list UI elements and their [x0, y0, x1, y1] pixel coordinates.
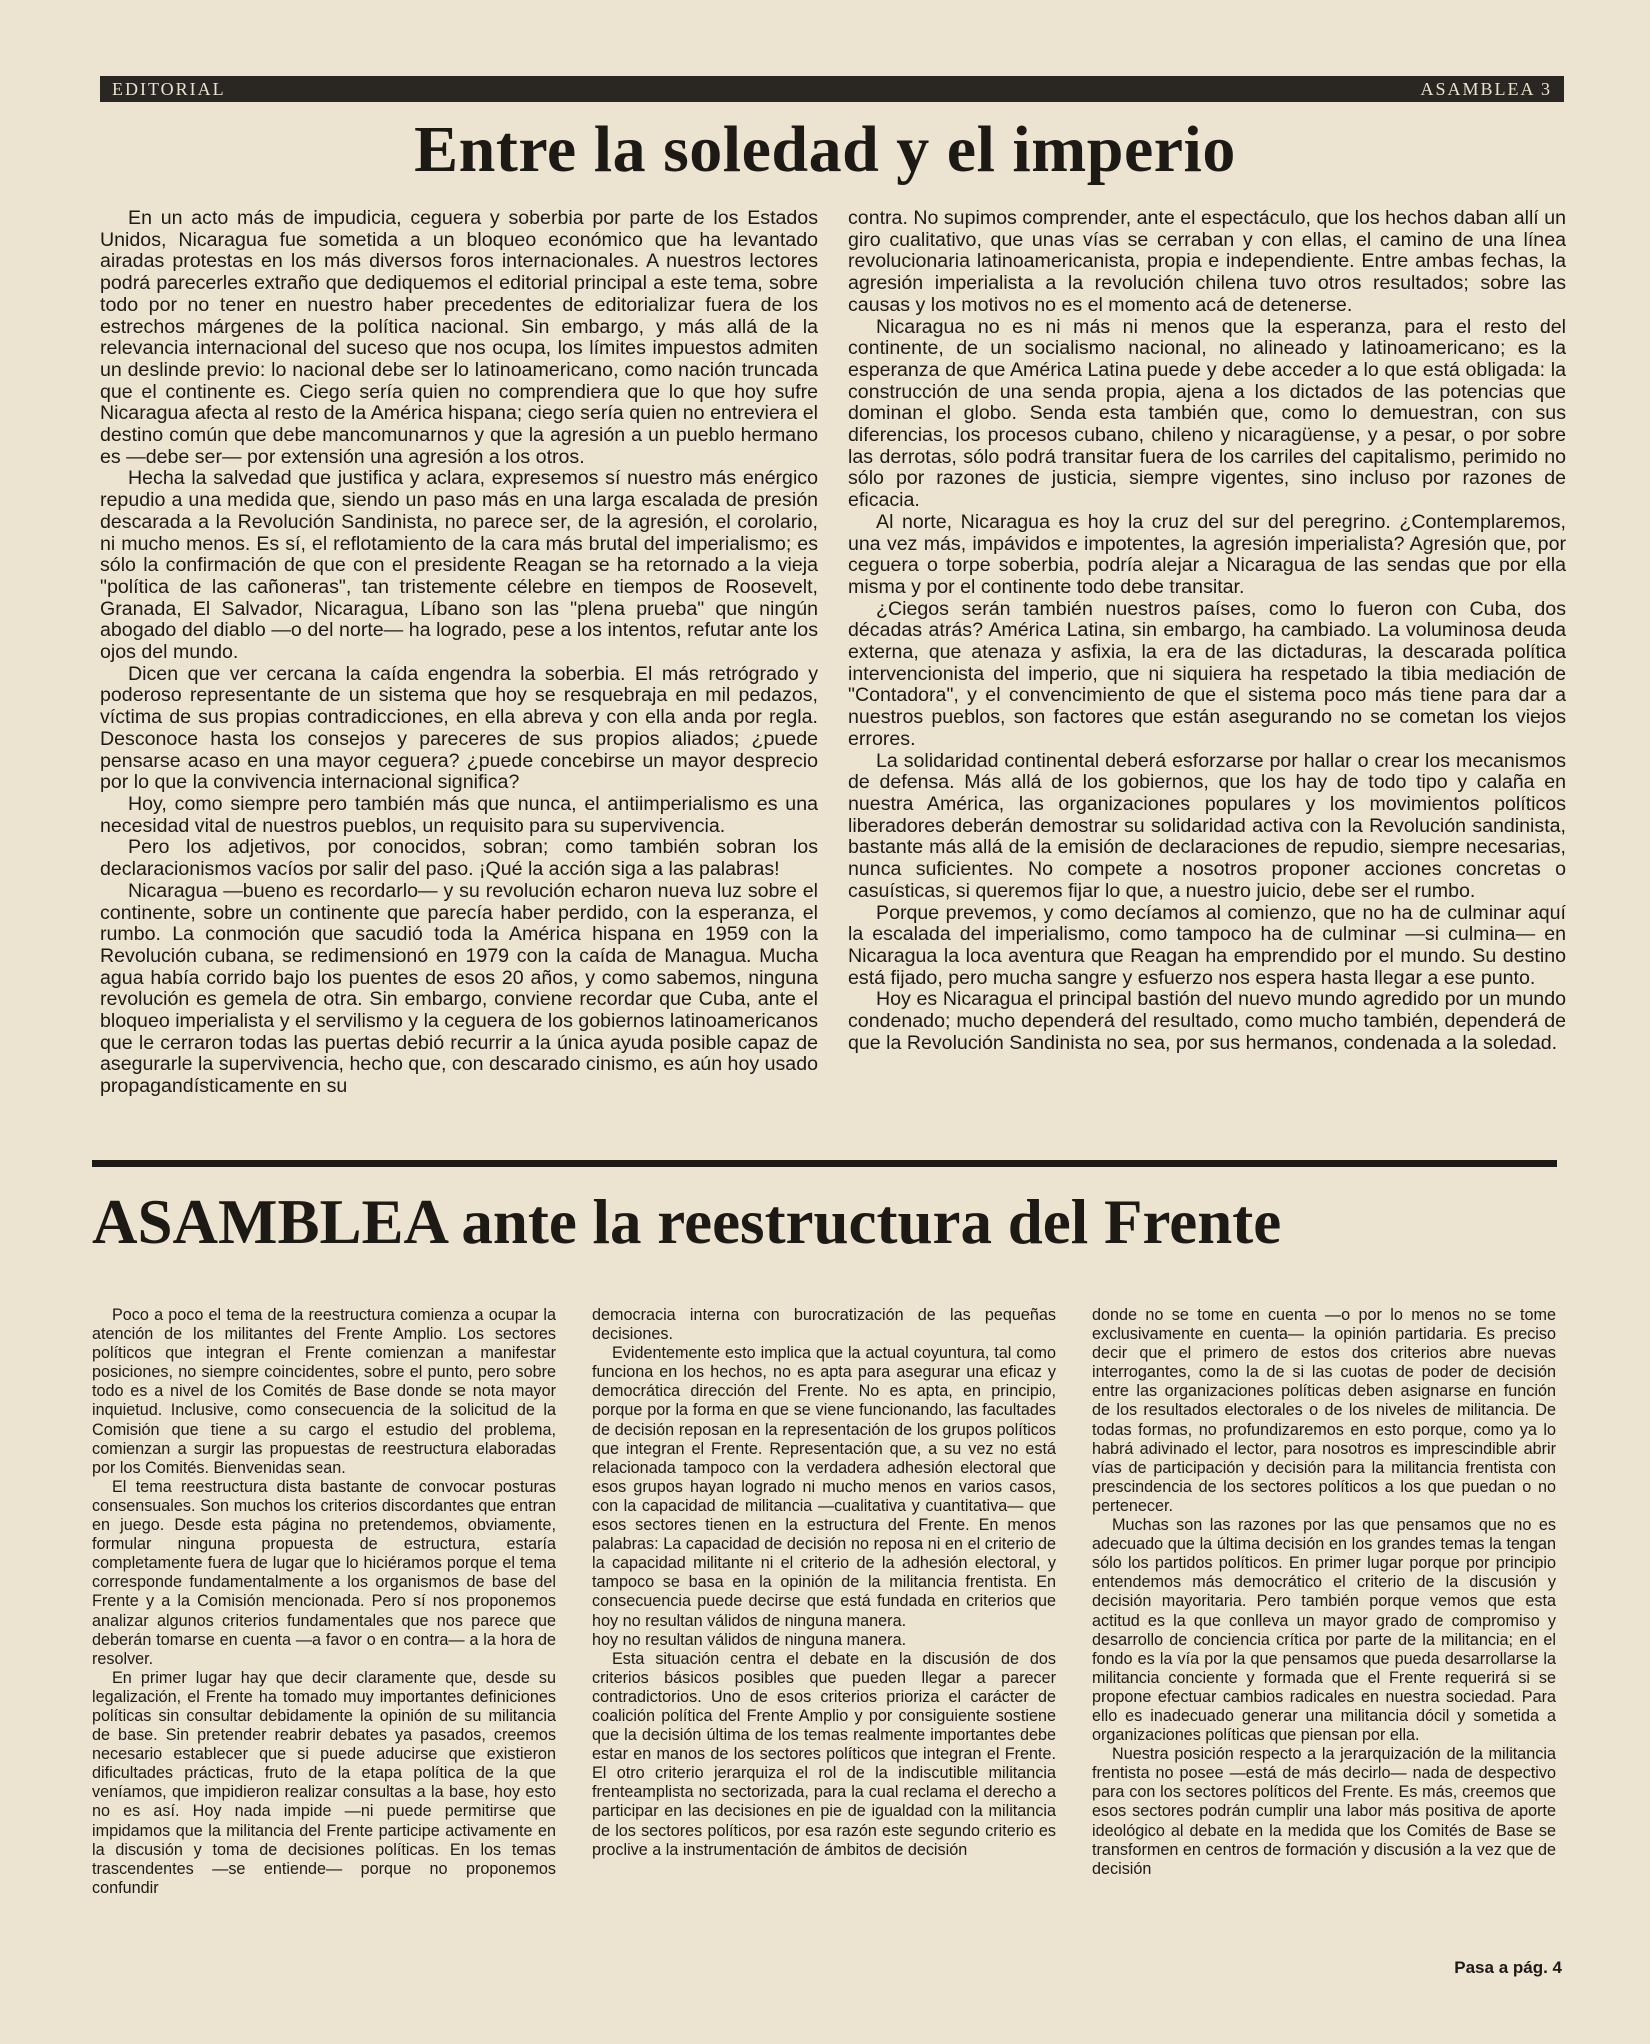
- paragraph: donde no se tome en cuenta —o por lo menos no se tome exclusivamente en cuenta— la opinión partidaria. Es preciso decir que el primero de estos dos criterios abre nuevas interrogantes, como la de si las cuotas de poder de decisión entre las organizaciones políticas deben asignarse en función de los resultados electorales o de los niveles de militancia. De todas formas, no profundizaremos en esto porque, como ya lo habrá adivinado el lector, para nosotros es imprescindible abrir vías de participación y decisión para la militancia frentista con prescindencia de los sectores políticos a los que puedan o no pertenecer.: [1092, 1306, 1556, 1515]
- paragraph: contra. No supimos comprender, ante el espectáculo, que los hechos daban allí un giro cualitativo, que unas vías se cerraban y con ellas, el camino de una línea revolucionaria latinoamericanista, propia e independiente. Entre ambas fechas, la agresión imperialista a la revolución chilena tuvo otros resultados; sobre las causas y los motivos no es el momento acá de detenerse.: [848, 207, 1566, 316]
- paragraph: Al norte, Nicaragua es hoy la cruz del sur del peregrino. ¿Contemplaremos, una vez más, impávidos e impotentes, la agresión imperialista? Agresión que, por ceguera o torpe soberbia, podría alejar a Nicaragua de las sendas que por ella misma y por el continente todo debe transitar.: [848, 510, 1566, 598]
- continued-on-page-note: Pasa a pág. 4: [1454, 1958, 1562, 1977]
- article-column-1: [92, 1306, 556, 1898]
- paragraph: ¿Ciegos serán también nuestros países, como lo fueron con Cuba, dos décadas atrás? América Latina, sin embargo, ha cambiado. La voluminosa deuda externa, que atenaza y asfixia, la era de las dictaduras, la descarada política intervencionista del imperio, que ni siquiera ha respetado la tibia mediación de "Contadora", y el convencimiento de que el sistema poco más tiene para dar a nuestros pueblos, son factores que están asegurando no se cometan los viejos errores.: [848, 597, 1566, 750]
- paragraph: Pero los adjetivos, por conocidos, sobran; como también sobran los declaracionismos vacíos por salir del paso. ¡Qué la acción siga a las palabras!: [100, 836, 818, 881]
- paragraph: Esta situación centra el debate en la discusión de dos criterios básicos posibles que pueden llegar a parecer contradictorios. Uno de esos criterios prioriza el carácter de coalición política del Frente Amplio y por consiguiente sostiene que la decisión última de los temas realmente importantes debe estar en manos de los sectores políticos que integran el Frente. El otro criterio jerarquiza el rol de la indiscutible militancia frenteamplista no sectorizada, para la cual reclama el derecho a participar en las decisiones en pie de igualdad con la militancia de los sectores políticos, por esa razón este segundo criterio es proclive a la instrumentación de ámbitos de decisión: [592, 1649, 1056, 1859]
- paragraph: En primer lugar hay que decir claramente que, desde su legalización, el Frente ha tomado muy importantes definiciones políticas sin consultar debidamente la opinión de su militancia de base. Sin pretender reabrir debates ya pasados, creemos necesario establecer que si puede aducirse que existieron dificultades prácticas, fruto de la etapa política de la que veníamos, que impidieron realizar consultas a la base, hoy esto no es así. Hoy nada impide —ni puede permitirse que impidamos que la militancia del Frente participe activamente en la discusión y toma de decisiones políticas. En los temas trascendentes —se entiende— porque no proponemos confundir: [92, 1668, 556, 1897]
- section-divider: [92, 1160, 1557, 1167]
- paragraph: En un acto más de impudicia, ceguera y soberbia por parte de los Estados Unidos, Nicaragua fue sometida a un bloqueo económico que ha levantado airadas protestas en los más diversos foros internacionales. A nuestros lectores podrá parecerles extraño que dediquemos el editorial principal a este tema, sobre todo por no tener en nuestro haber precedentes de editorializar fuera de los estrechos márgenes de la política nacional. Sin embargo, y más allá de la relevancia internacional del suceso que nos ocupa, los límites impuestos admiten un deslinde previo: lo nacional debe ser lo latinoamericano, como nación truncada que el continente es. Ciego sería quien no comprendiera que lo que hoy sufre Nicaragua afecta al resto de la América hispana; ciego sería quien no entreviera el destino común que debe mancomunarnos y que la agresión a un pueblo hermano es —debe ser— por extensión una agresión a los otros.: [100, 207, 818, 468]
- paragraph: democracia interna con burocratización de las pequeñas decisiones.: [592, 1306, 1056, 1344]
- paragraph: Porque prevemos, y como decíamos al comienzo, que no ha de culminar aquí la escalada del imperialismo, como tampoco ha de culminar —si culmina— en Nicaragua la loca aventura que Reagan ha emprendido por el mundo. Su destino está fijado, pero mucha sangre y esfuerzo nos espera hasta llegar a ese punto.: [848, 901, 1566, 989]
- section-header-bar: [100, 76, 1564, 102]
- paragraph: Poco a poco el tema de la reestructura comienza a ocupar la atención de los militantes del Frente Amplio. Los sectores políticos que integran el Frente comienzan a manifestar posiciones, no siempre coincidentes, sobre el punto, pero sobre todo es a nivel de los Comités de Base donde se nota mayor inquietud. Inclusive, como consecuencia de la solicitud de la Comisión que tiene a su cargo el estudio del problema, comienzan a surgir las propuestas de reestructura elaboradas por los Comités. Bienvenidas sean.: [92, 1306, 556, 1477]
- paragraph: Hoy, como siempre pero también más que nunca, el antiimperialismo es una necesidad vital de nuestros pueblos, un requisito para su supervivencia.: [100, 792, 818, 837]
- editorial-column-1: [100, 208, 818, 1098]
- paragraph: El tema reestructura dista bastante de convocar posturas consensuales. Son muchos los criterios discordantes que entran en juego. Desde esta página no pretendemos, obviamente, formular ninguna propuesta de estructura, estaría completamente fuera de lugar que lo hiciéramos porque el tema corresponde fundamentalmente a los organismos de base del Frente y a la Comisión mencionada. Pero sí nos proponemos analizar algunos criterios fundamentales que nos parece que deberán tomarse en cuenta —a favor o en contra— a la hora de resolver.: [92, 1477, 556, 1668]
- paragraph: Hecha la salvedad que justifica y aclara, expresemos sí nuestro más enérgico repudio a una medida que, siendo un paso más en una larga escalada de presión descarada a la Revolución Sandinista, no parece ser, de la agresión, el corolario, ni mucho menos. Es sí, el reflotamiento de la cara más brutal del imperialismo; es sólo la confirmación de que con el presidente Reagan se ha retornado a la vieja "política de las cañoneras", tan tristemente célebre en tiempos de Roosevelt, Granada, El Salvador, Nicaragua, Líbano son las "plena prueba" que ningún abogado del diablo —o del norte— ha logrado, pese a los intentos, refutar ante los ojos del mundo.: [100, 467, 818, 664]
- article-column-2: [592, 1306, 1056, 1860]
- paragraph: La solidaridad continental deberá esforzarse por hallar o crear los mecanismos de defensa. Más allá de los gobiernos, que los hay de todo tipo y calaña en nuestra América, las organizaciones populares y los movimientos políticos liberadores deberán demostrar su solidaridad activa con la Revolución sandinista, bastante más allá de la emisión de declaraciones de repudio, siempre necesarias, nunca suficientes. No compete a nosotros proponer acciones concretas o casuísticas, si queremos fijar lo que, a nuestro juicio, debe ser el rumbo.: [848, 749, 1566, 902]
- paragraph: Nicaragua no es ni más ni menos que la esperanza, para el resto del continente, de un socialismo nacional, no alineado y latinoamericano; es la esperanza de que América Latina puede y debe acceder a lo que está obligada: la construcción de una senda propia, ajena a los dictados de las potencias que dominan el globo. Senda esta también que, como lo demuestran, con sus diferencias, los procesos cubano, chileno y nicaragüense, y a pesar, o por sobre las derrotas, sólo podrá transitar fuera de los carriles del capitalismo, perimido no sólo por razones de justicia, siempre vigentes, sino incluso por razones de eficacia.: [848, 315, 1566, 512]
- paragraph: hoy no resultan válidos de ninguna manera.: [592, 1630, 907, 1649]
- article-headline: ASAMBLEA ante la reestructura del Frente: [92, 1187, 1282, 1257]
- paragraph: Muchas son las razones por las que pensamos que no es adecuado que la última decisión en los grandes temas la tengan sólo los partidos políticos. En primer lugar porque por principio entendemos más democrático el criterio de la discusión y decisión mayoritaria. Pero también porque vemos que esta actitud es la que conlleva un mayor grado de compromiso y desarrollo de conciencia crítica por parte de la militancia; en el fondo es la vía por la que pensamos que pueda desarrollarse la militancia conciente y formada que el Frente requerirá si se propone efectuar cambios radicales en nuestra sociedad. Para ello es inadecuado generar una militancia dócil y sometida a organizaciones políticas que piensan por ella.: [1092, 1516, 1556, 1745]
- paragraph: Evidentemente esto implica que la actual coyuntura, tal como funciona en los hechos, no es apta para asegurar una eficaz y democrática dirección del Frente. No es apta, en principio, porque por la forma en que se viene funcionando, las facultades de decisión reposan en la representación de los grupos políticos que integran el Frente. Representación que, a su vez no está relacionada tampoco con la verdadera adhesión electoral que esos grupos hayan logrado ni mucho menos en varios casos, con la capacidad de militancia —cualitativa y cuantitativa— que esos sectores tienen en la estructura del Frente. En menos palabras: La capacidad de decisión no reposa ni en el criterio de la capacidad militante ni el criterio de la adhesión electoral, y tampoco se basa en la opinión de la militancia frentista. En consecuencia puede decirse que está fundada en criterios que hoy no resultan válidos de ninguna manera.: [592, 1344, 1056, 1630]
- paragraph: Dicen que ver cercana la caída engendra la soberbia. El más retrógrado y poderoso representante de un sistema que hoy se resquebraja en mil pedazos, víctima de sus propias contradicciones, en ella abreva y con ella anda por regla. Desconoce hasta los consejos y pareceres de sus propios aliados; ¿puede pensarse acaso en una mayor ceguera? ¿puede concebirse un mayor desprecio por lo que la convivencia internacional significa?: [100, 662, 818, 794]
- editorial-column-2: [848, 208, 1566, 1054]
- paragraph: Nicaragua —bueno es recordarlo— y su revolución echaron nueva luz sobre el continente, sobre un continente que parecía haber perdido, con la esperanza, el rumbo. La conmoción que sacudió toda la América hispana en 1959 con la Revolución cubana, se redimensionó en 1979 con la caída de Managua. Mucha agua había corrido bajo los puentes de esos 20 años, y como sabemos, ninguna revolución es gemela de otra. Sin embargo, conviene recordar que Cuba, ante el bloqueo imperialista y el servilismo y la ceguera de los gobiernos latinoamericanos que le cerraron todas las puertas debió recurrir a la única ayuda posible capaz de asegurarle la supervivencia, hecho que, con descarado cinismo, es aún hoy usado propagandísticamente en su: [100, 879, 818, 1098]
- page-label: ASAMBLEA 3: [1420, 78, 1552, 99]
- editorial-headline: Entre la soledad y el imperio: [414, 113, 1236, 186]
- section-label: EDITORIAL: [112, 78, 226, 99]
- article-column-3: [1092, 1306, 1556, 1879]
- paragraph: Hoy es Nicaragua el principal bastión del nuevo mundo agredido por un mundo condenado; mucho dependerá del resultado, como mucho también, dependerá de que la Revolución Sandinista no sea, por sus hermanos, condenada a la soledad.: [848, 988, 1566, 1054]
- paragraph: Nuestra posición respecto a la jerarquización de la militancia frentista no posee —está de más decirlo— nada de despectivo para con los sectores políticos del Frente. Es más, creemos que esos sectores podrán cumplir una labor más positiva de aporte ideológico al debate en la medida que los Comités de Base se transformen en centros de formación y discusión a la vez que de decisión: [1092, 1745, 1556, 1878]
